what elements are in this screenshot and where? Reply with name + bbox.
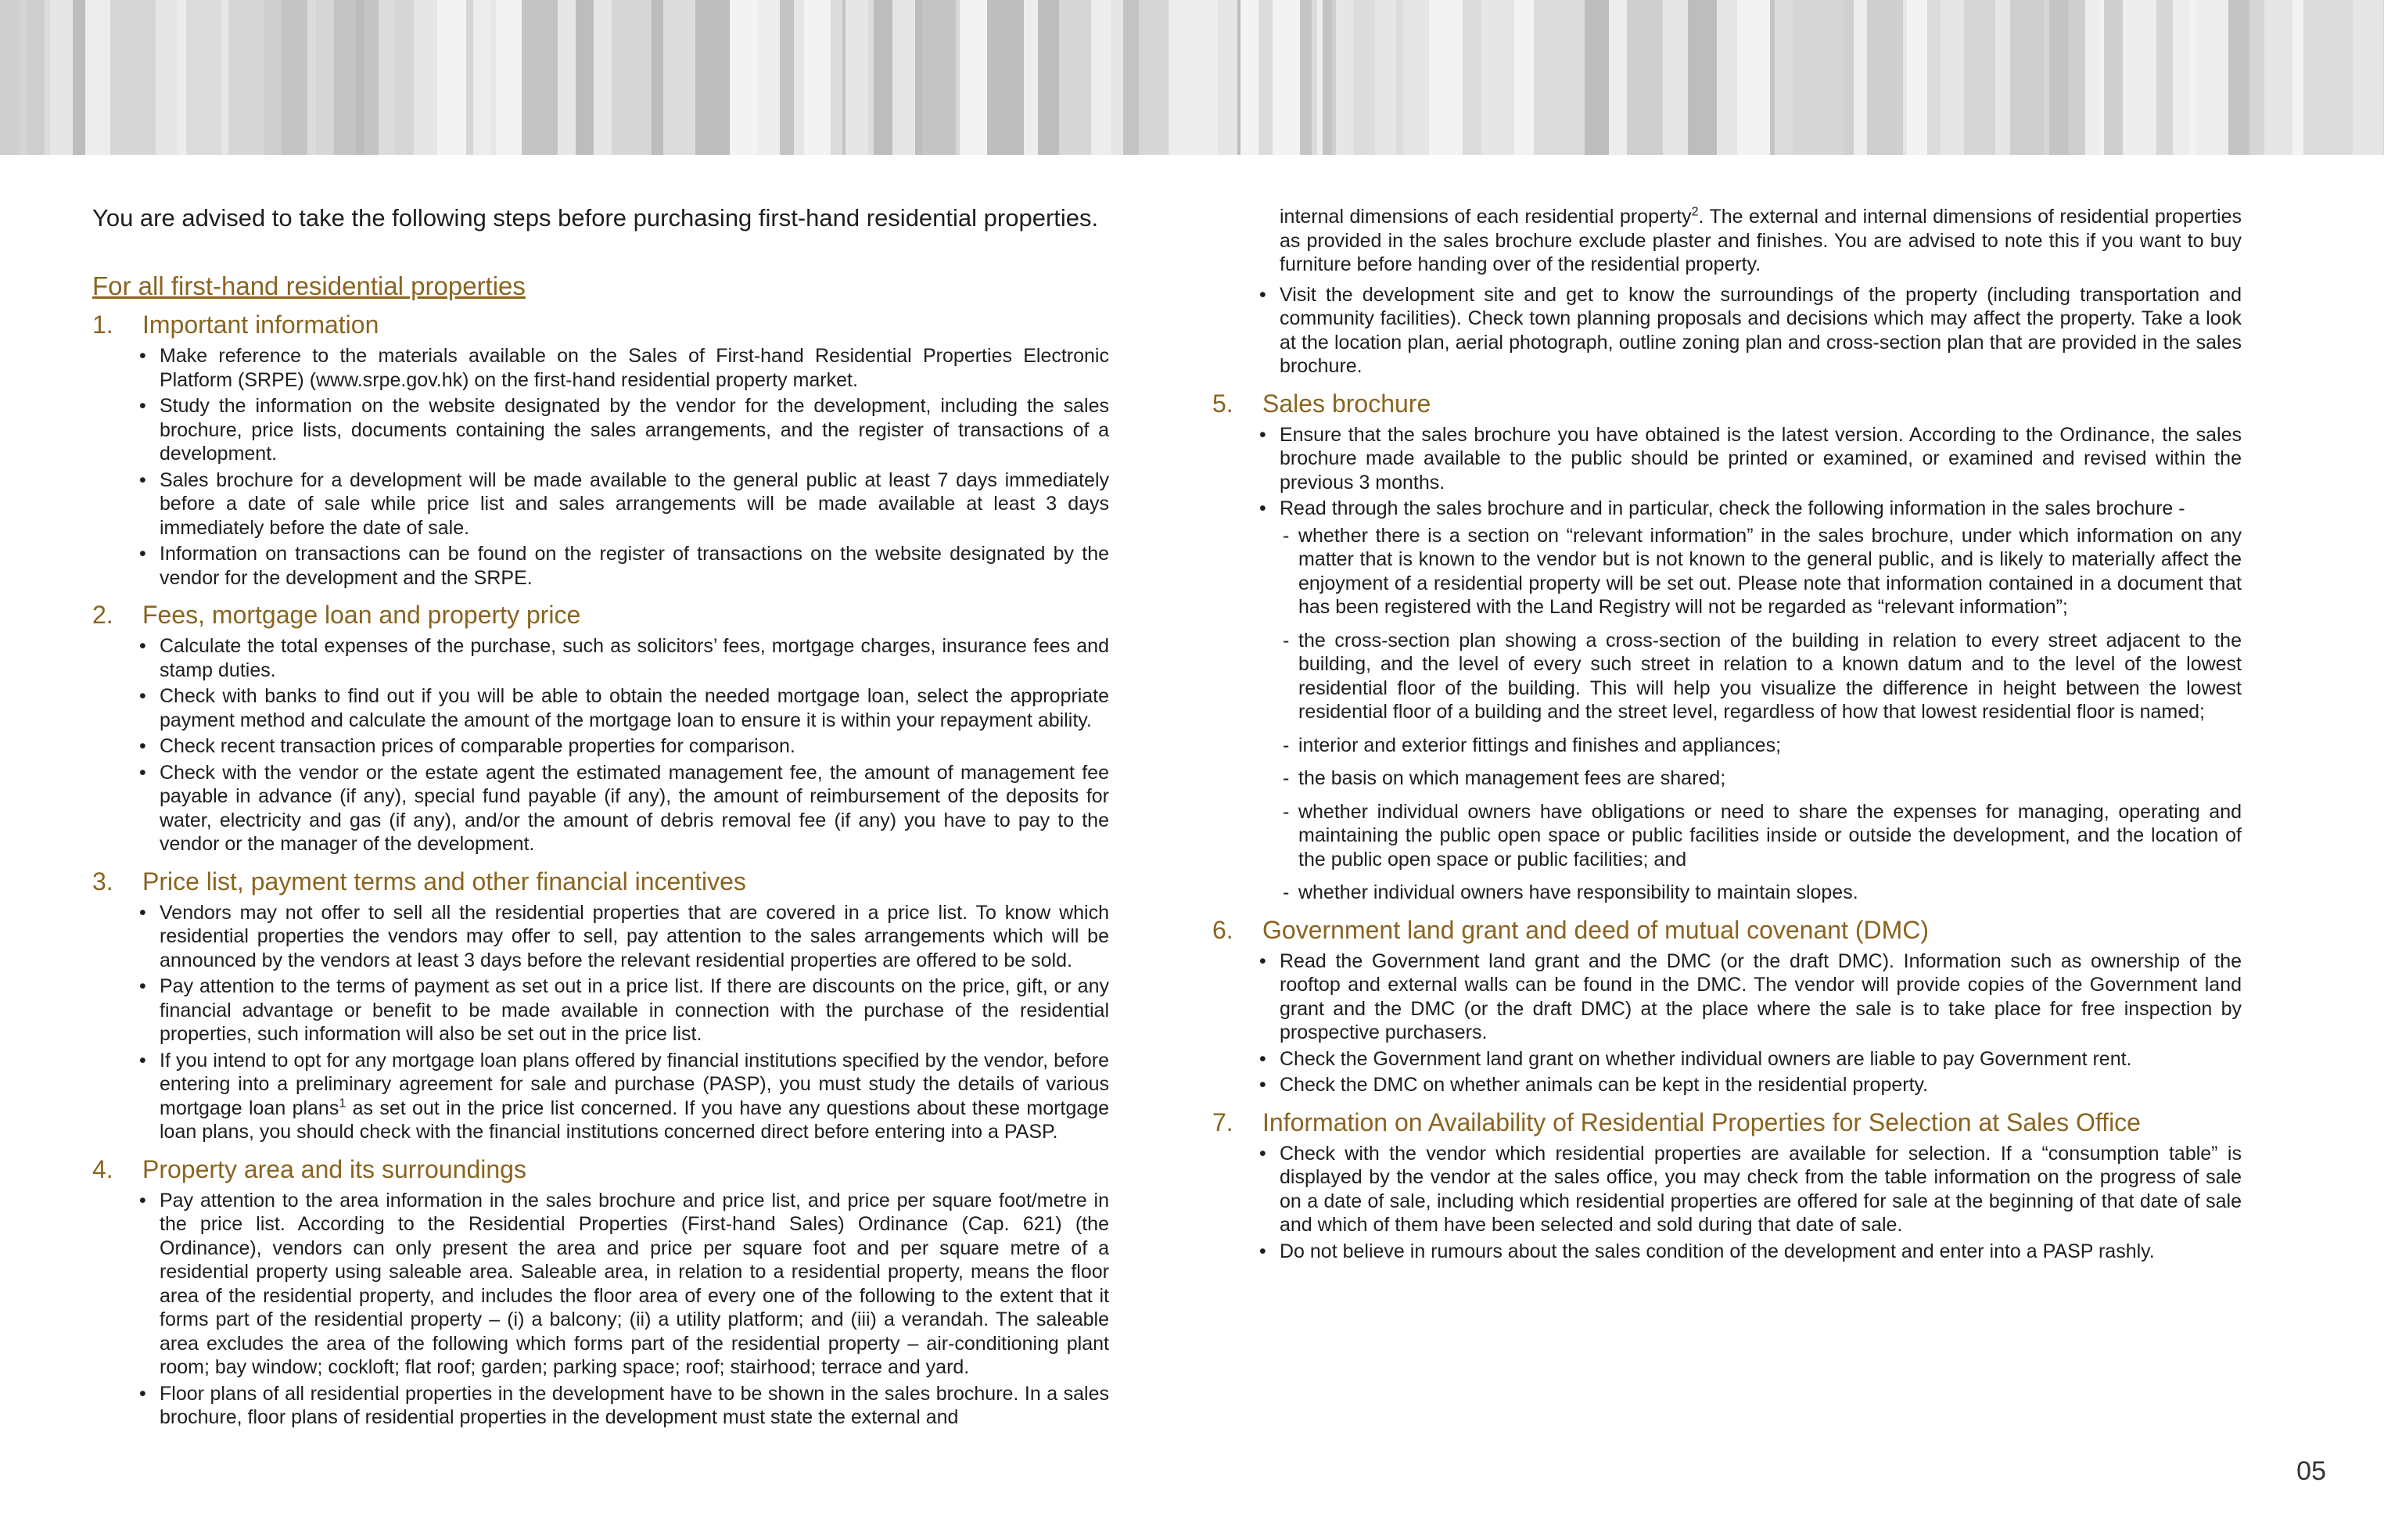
bullet-item: • Pay attention to the area information in the sales brochure and price list, and price per square foot/metre in the price list. According to the Residential Properties (First-hand Sales) Ordinance (Cap. 621) (the Ordinance), vendors can only present the area and price per square foot and per square metre of a residential property using saleable area. Saleable area, in relation to a residential property, means the floor area of the residential property, and includes the floor area of every one of the following to the extent that it forms part of the residential property – (i) a balcony; (ii) a utility platform; and (iii) a verandah. The saleable area excludes the area of the following which forms part of the residential property – air-conditioning plant room; bay window; cockloft; flat roof; garden; parking space; roof; stairhood; terrace and yard. [160,1189,1109,1380]
banner-stripe [1844,0,1854,155]
dash-item: - whether there is a section on “relevant information” in the sales brochure, under which information on any matter that is known to the vendor but is not known to the general public, and is likely to materially affect the enjoyment of a residential property will be set out. Please note that information contained in a document that has been registered with the Land Registry will not be regarded as “relevant information”; [1298,524,2242,619]
banner-stripe [1867,0,1903,155]
banner-stripe [1663,0,1688,155]
banner-stripe [2049,0,2069,155]
heading-7 [1212,1108,2242,1137]
intro-paragraph: You are advised to take the following steps before purchasing first-hand residential properties. [92,204,1099,232]
banner-stripe [2104,0,2123,155]
banner-stripe [307,0,316,155]
banner-stripe [831,0,842,155]
banner-stripe [356,0,364,155]
banner-stripe [1059,0,1091,155]
banner-stripe [1354,0,1375,155]
banner-stripe [780,0,794,155]
footnote-mark: 1 [339,1097,346,1111]
banner-stripe [1139,0,1169,155]
banner-stripe [868,0,874,155]
banner-stripe [110,0,130,155]
banner-stripe [1336,0,1354,155]
bullet-list-6 [1212,949,2242,1097]
bullet-list-3 [92,901,1109,1144]
banner-stripe [1123,0,1128,155]
heading-number: 1. [92,311,113,339]
bullet-item: • Check recent transaction prices of comparable properties for comparison. [160,734,1109,759]
banner-stripe [1218,0,1237,155]
heading-3 [92,867,1109,896]
banner-stripe [987,0,1013,155]
banner-stripe [2249,0,2264,155]
bullet-item: • Check with the vendor which residential properties are available for selection. If a “consumption table” is displayed by the vendor at the sales office, you may check from the table information on the progress of sale on a date of sale, including which residential properties are offered for sale at the beginning of that date of sale and which of them have been selected and sold during that date of sale. [1280,1142,2242,1237]
dash-list-5 [1212,524,2242,905]
bullet-list-2 [92,634,1109,856]
banner-stripe [1177,0,1201,155]
banner-stripe [2069,0,2085,155]
banner-stripe [1332,0,1336,155]
bullet-list-5 [1212,423,2242,521]
banner-stripe [1240,0,1258,155]
heading-title: Price list, payment terms and other financial incentives [142,867,746,896]
banner-stripe [2196,0,2228,155]
banner-stripe [1323,0,1332,155]
banner-stripe [221,0,228,155]
banner-stripe [594,0,612,155]
banner-stripe [1312,0,1317,155]
banner-stripe [1964,0,1995,155]
banner-stripe [384,0,395,155]
right-column [1212,205,2242,1274]
bullet-list-7 [1212,1142,2242,1264]
heading-6 [1212,916,2242,945]
banner-stripe [1317,0,1323,155]
banner-stripe [758,0,780,155]
bullet-item: • Pay attention to the terms of payment as set out in a price list. If there are discounts on the price, gift, or any financial advantage or benefit to be made available in connection with the purchase of the residential properties, such information will also be set out in the price list. [160,975,1109,1046]
banner-stripe [0,0,20,155]
banner-stripe [2353,0,2383,155]
dash-item: - the basis on which management fees are shared; [1298,766,2242,791]
heading-number: 3. [92,867,113,896]
bullet-item: • Visit the development site and get to know the surroundings of the property (including transportation and community facilities). Check town planning proposals and decisions which may affect the property. Take a look at the location plan, aerial photograph, outline zoning plan and cross-section plan that are provided in the sales brochure. [1280,283,2242,379]
dash-item: - interior and exterior fittings and finishes and appliances; [1298,734,2242,758]
banner-stripe [1717,0,1737,155]
banner-stripe [1775,0,1793,155]
banner-stripe [1854,0,1867,155]
footnote-mark: 2 [1691,205,1699,219]
banner-stripe [264,0,282,155]
banner-stripe [956,0,960,155]
banner-stripe [922,0,956,155]
banner-stripe [1941,0,1964,155]
banner-stripe [576,0,594,155]
banner-stripe [960,0,987,155]
bullet-item: • Ensure that the sales brochure you have obtained is the latest version. According to the Ordinance, the sales brochure made available to the public should be printed or examined, or examined and revised within the previous 3 months. [1280,423,2242,495]
dash-item: - the cross-section plan showing a cross-section of the building in relation to every street adjacent to the building, and the level of every such street in relation to a known datum and to the level of the lowest residential floor of the building. This will help you visualize the difference in height between the lowest residential floor of a building and the street level, regardless of how that lowest residential floor is named; [1298,629,2242,724]
banner-stripe [379,0,384,155]
banner-stripe [316,0,334,155]
banner-stripe [2044,0,2049,155]
banner-stripe [2189,0,2196,155]
banner-stripe [473,0,491,155]
banner-stripe [1737,0,1770,155]
text-run: as set out in the price list concerned. If you have any questions about these mortgage loan plans, you should check with the financial institutions concerned direct before entering into a PASP. [160,1097,1109,1143]
bullet-item: • Read the Government land grant and the DMC (or the draft DMC). Information such as ownership of the rooftop and external walls can be found in the DMC. The vendor will provide copies of the Government land grant and the DMC (or the draft DMC) at the place where the sale is to take place for free inspection by prospective purchasers. [1280,949,2242,1045]
text-run: . The external and internal dimensions of residential properties as provided in the sales brochure exclude plaster and finishes. You are advised to note this if you want to buy furniture before handing over of the residential property. [1280,206,2242,275]
heading-number: 7. [1212,1107,1233,1136]
banner-stripe [1013,0,1024,155]
banner-stripe [1819,0,1844,155]
banner-stripe [1032,0,1038,155]
banner-stripe [915,0,922,155]
banner-stripe [85,0,110,155]
dash-item: - whether individual owners have responsibility to maintain slopes. [1298,881,2242,905]
bullet-item: • Information on transactions can be found on the register of transactions on the website designated by the vendor for the development and the SRPE. [160,542,1109,590]
banner-stripe [27,0,45,155]
banner-stripe [1609,0,1627,155]
banner-stripe [1585,0,1609,155]
banner-stripe [1916,0,1927,155]
heading-title: Fees, mortgage loan and property price [142,601,581,629]
banner-stripe [466,0,473,155]
bullet-item: • Calculate the total expenses of the purchase, such as solicitors’ fees, mortgage charges, insurance fees and stamp duties. [160,634,1109,682]
left-column [92,205,1109,1441]
banner-stripe [1375,0,1396,155]
banner-stripe [1396,0,1403,155]
banner-stripe [186,0,221,155]
banner-stripe [282,0,307,155]
continued-paragraph [1280,205,2242,277]
banner-stripe [663,0,695,155]
banner-stripe [1429,0,1463,155]
banner-stripe [364,0,379,155]
heading-4 [92,1155,1109,1184]
bullet-item-footnoted [160,1049,1109,1144]
banner-stripe [395,0,414,155]
banner-stripe [1481,0,1514,155]
banner-stripe [1793,0,1819,155]
heading-title: Information on Availability of Residential Properties for Selection at Sales Office [1262,1107,2141,1136]
banner-stripe [1688,0,1717,155]
bullet-item: • Check the Government land grant on whether individual owners are liable to pay Government rent. [1280,1047,2242,1072]
bullet-item: • Floor plans of all residential properties in the development have to be shown in the sales brochure. In a sales brochure, floor plans of residential properties in the development must state the external and [160,1382,1109,1430]
bullet-list-1 [92,344,1109,590]
banner-stripe [2156,0,2173,155]
banner-stripe [2228,0,2249,155]
banner-stripe [846,0,868,155]
bullet-item: • Study the information on the website designated by the vendor for the development, including the sales brochure, price lists, documents containing the sales arrangements, and the register of transactions of a development. [160,394,1109,466]
banner-stripe [1111,0,1123,155]
banner-stripe [491,0,496,155]
banner-stripe [612,0,623,155]
banner-stripe [1770,0,1775,155]
bullet-item: • Read through the sales brochure and in particular, check the following information in the sales brochure - [1280,497,2242,521]
dash-item: - whether individual owners have obligations or need to share the expenses for managing, operating and maintaining the public open space or public facilities inside or outside the development, and the location of the public open space or public facilities; and [1298,800,2242,872]
banner-stripe [2173,0,2189,155]
bullet-item: • Vendors may not offer to sell all the residential properties that are covered in a price list. To know which residential properties the vendors may offer to sell, pay attention to the sales arrangements which will be announced by the vendors at least 3 days before the relevant residential properties are offered to be sold. [160,901,1109,973]
banner-stripe [496,0,522,155]
bullet-item: • Do not believe in rumours about the sales condition of the development and enter into a PASP rashly. [1280,1240,2242,1264]
heading-title: Property area and its surroundings [142,1154,526,1183]
banner-stripe [1237,0,1240,155]
banner-stripe [1903,0,1907,155]
banner-stripe [2337,0,2353,155]
banner-stripe [50,0,73,155]
banner-stripe [414,0,437,155]
text-run: internal dimensions of each residential property [1280,206,1692,228]
banner-stripe [892,0,915,155]
heading-number: 4. [92,1154,113,1183]
banner-stripe [652,0,663,155]
banner-stripe [334,0,356,155]
banner-stripe [1514,0,1534,155]
banner-stripe [1995,0,2010,155]
banner-stripe [73,0,85,155]
banner-stripe [2292,0,2303,155]
banner-stripe [1927,0,1941,155]
banner-stripe [1169,0,1177,155]
banner-stripe [2303,0,2337,155]
banner-stripe [2085,0,2099,155]
heading-number: 6. [1212,915,1233,944]
banner-stripe [2099,0,2104,155]
banner-stripe [1564,0,1585,155]
banner-stripe [1024,0,1032,155]
banner-stripe [1907,0,1916,155]
heading-1 [92,311,1109,339]
heading-title: Important information [142,311,379,339]
banner-stripe [45,0,50,155]
banner-stripe [1300,0,1312,155]
banner-stripe [522,0,558,155]
heading-2 [92,601,1109,630]
banner-stripe [20,0,27,155]
bullet-item: • Check with the vendor or the estate agent the estimated management fee, the amount of management fee payable in advance (if any), special fund payable (if any), the amount of reimbursement of the deposits for water, electricity and gas (if any), and/or the amount of debris removal fee (if any) you have to pay to the vendor or the manager of the development. [160,761,1109,856]
banner-stripe [842,0,846,155]
page-number: 05 [2296,1456,2326,1486]
banner-stripe [178,0,186,155]
banner-stripe [437,0,466,155]
banner-stripe [228,0,264,155]
bullet-item: • Check with banks to find out if you will be able to obtain the needed mortgage loan, select the appropriate payment method and calculate the amount of the mortgage loan to ensure it is within your repayment ability. [160,684,1109,732]
banner-stripe [1258,0,1273,155]
banner-stripe [130,0,156,155]
heading-5 [1212,389,2242,418]
banner-stripe [1091,0,1111,155]
bullet-item: • Check the DMC on whether animals can be kept in the residential property. [1280,1073,2242,1097]
banner-stripe [874,0,892,155]
heading-title: Government land grant and deed of mutual covenant (DMC) [1262,915,1930,944]
heading-number: 5. [1212,389,1233,418]
banner-stripe [794,0,804,155]
bullet-item: • Make reference to the materials available on the Sales of First-hand Residential Properties Electronic Platform (SRPE) (www.srpe.gov.hk) on the first-hand residential property market. [160,344,1109,392]
striped-banner-graphic [0,0,2384,155]
banner-stripe [623,0,652,155]
banner-stripe [1463,0,1481,155]
banner-stripe [695,0,730,155]
banner-stripe [804,0,831,155]
bullet-item: • Sales brochure for a development will be made available to the general public at least 7 days immediately before a date of sale while price list and sales arrangements will be made available at least 3 days immediately before the date of sale. [160,468,1109,540]
section-heading: For all first-hand residential properties [92,271,526,300]
bullet-list-4 [92,1189,1109,1430]
heading-title: Sales brochure [1262,389,1431,418]
banner-stripe [2010,0,2044,155]
banner-stripe [1534,0,1564,155]
banner-stripe [1403,0,1429,155]
header-banner [0,0,2384,155]
banner-stripe [2264,0,2292,155]
text-run: If you intend to opt for any mortgage loan plans offered by financial institutions specified by the vendor, before entering into a preliminary agreement for sale and purchase (PASP), you must study the details of various mortgage loan plans [160,1049,1109,1119]
banner-stripe [730,0,758,155]
banner-stripe [1201,0,1218,155]
banner-stripe [1038,0,1059,155]
banner-stripe [1273,0,1300,155]
heading-number: 2. [92,601,113,629]
banner-stripe [1627,0,1663,155]
banner-stripe [156,0,178,155]
banner-stripe [1128,0,1139,155]
bullet-list-4-continued [1212,283,2242,379]
banner-stripe [2123,0,2156,155]
banner-stripe [558,0,576,155]
